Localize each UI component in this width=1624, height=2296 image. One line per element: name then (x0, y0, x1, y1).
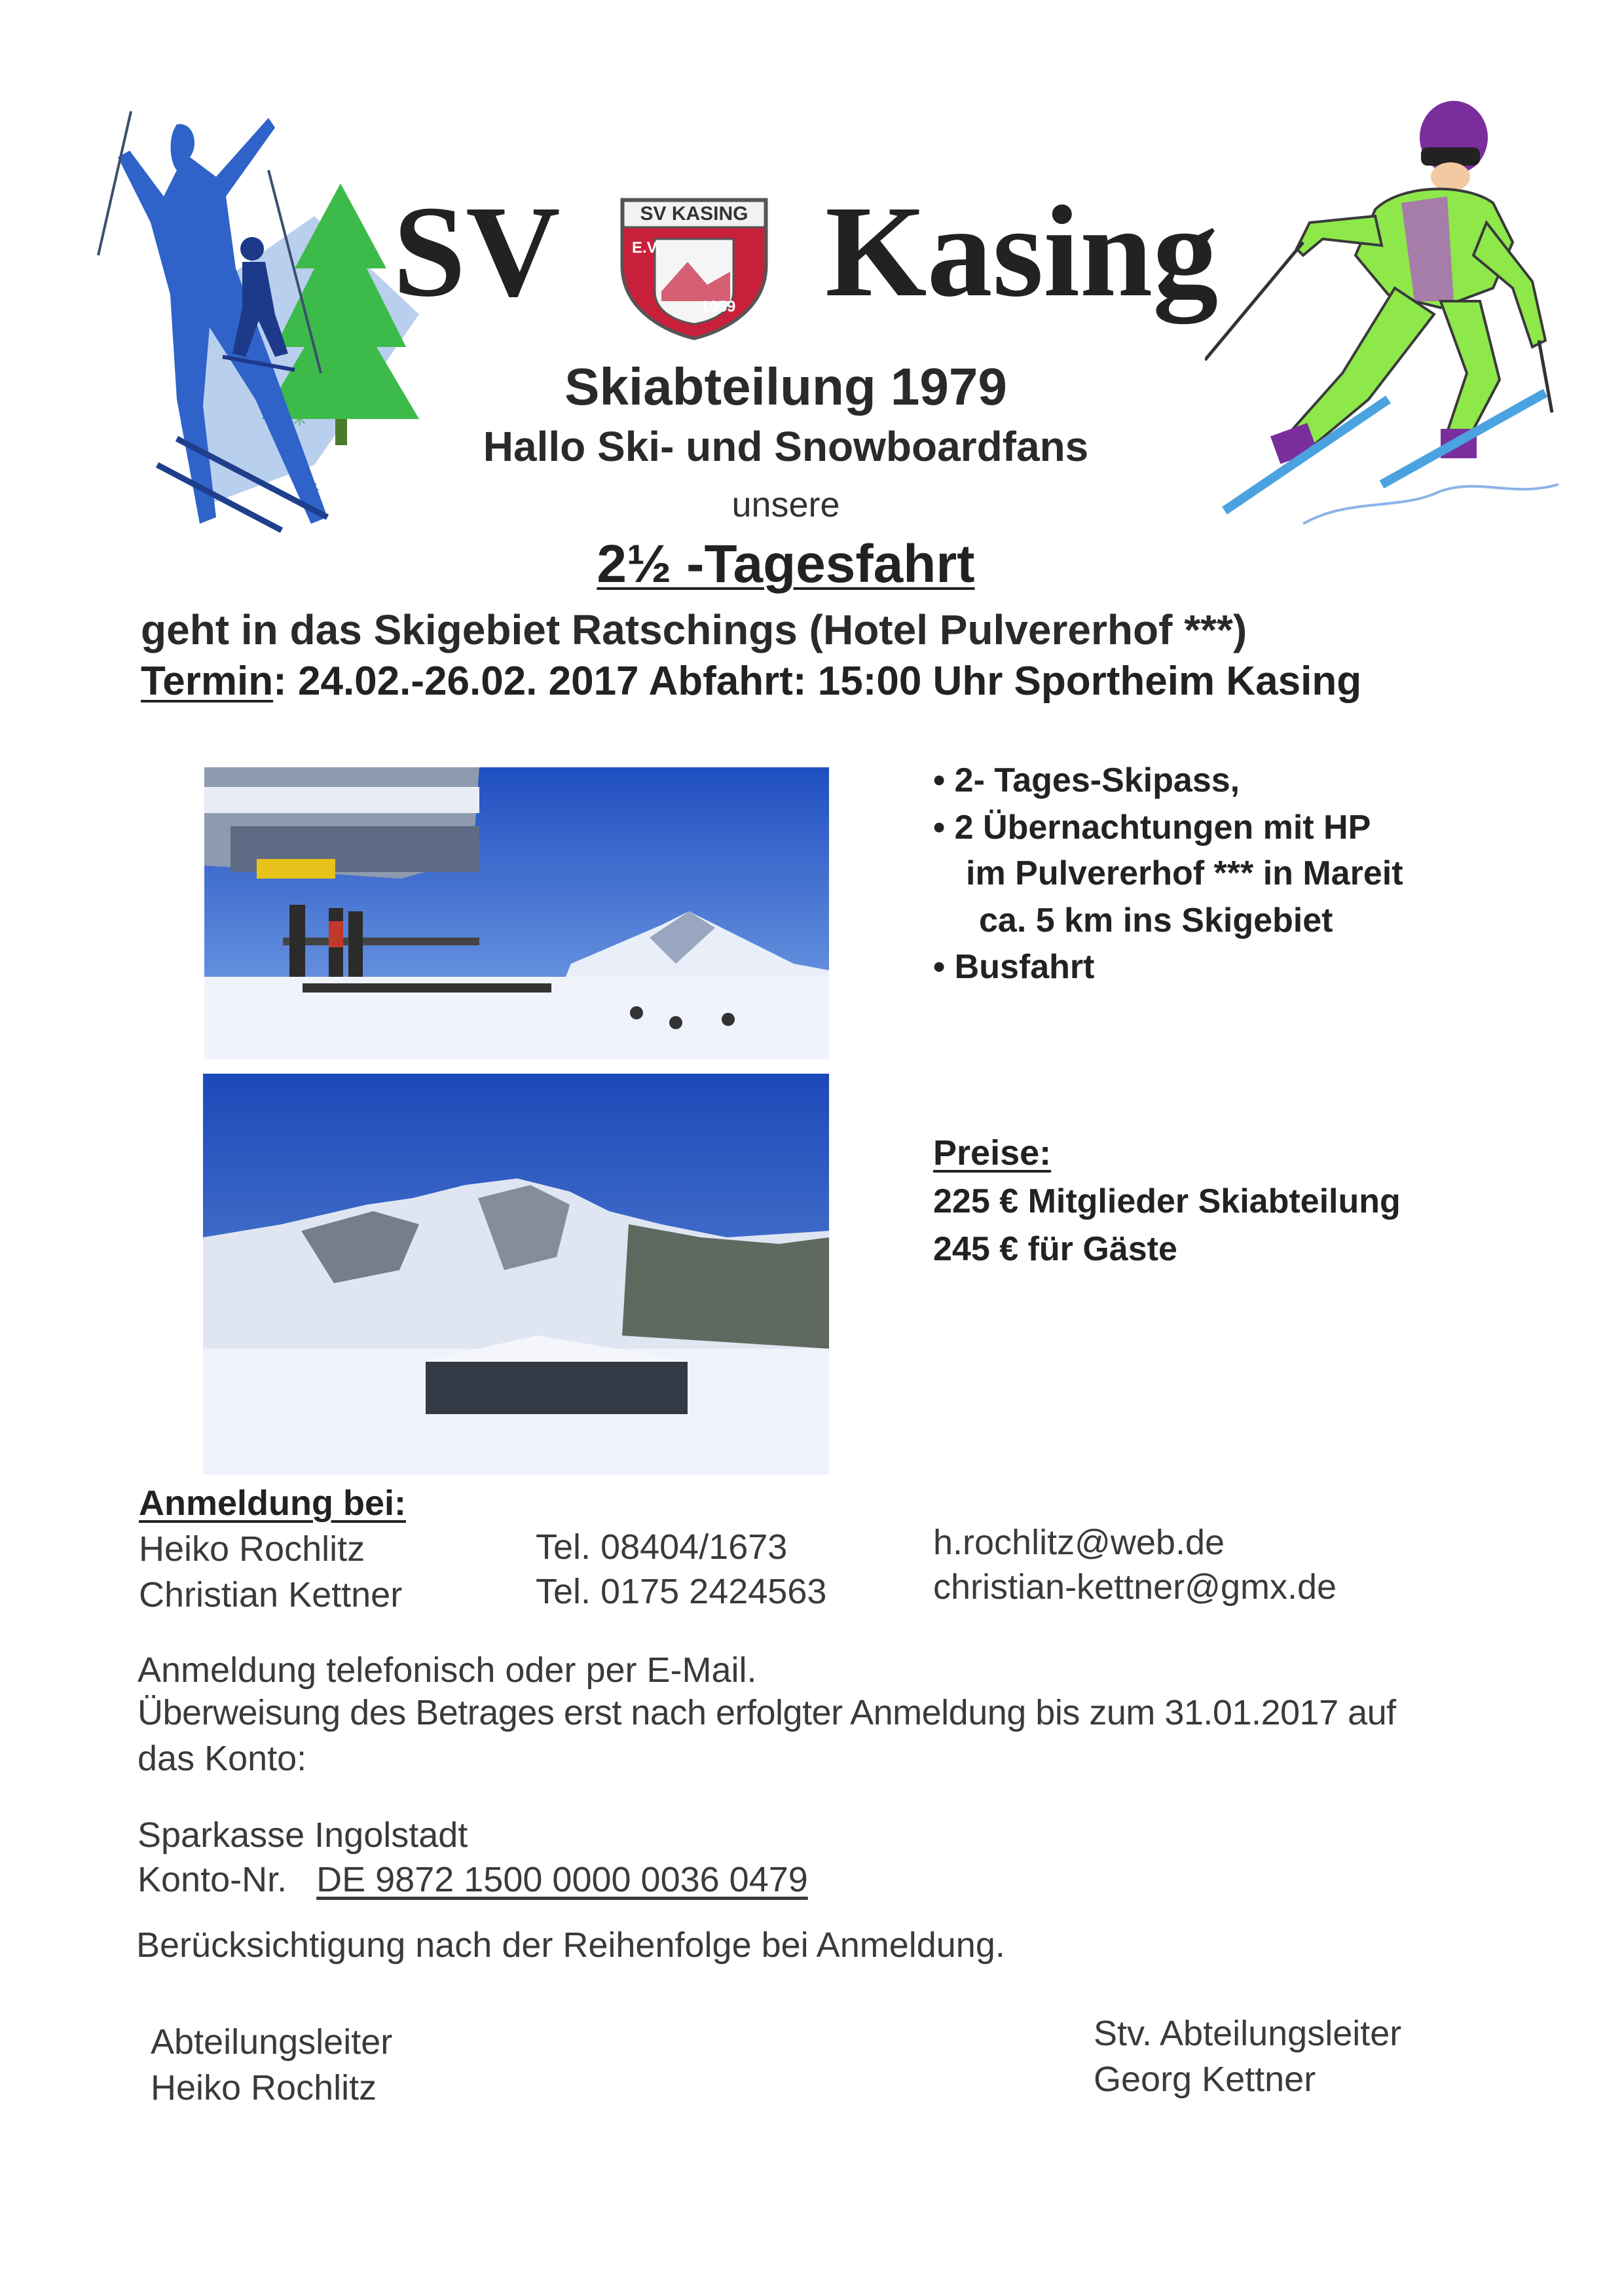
skier-silhouette-illustration (79, 98, 419, 543)
registration-method: Anmeldung telefonisch oder per E-Mail. (138, 1650, 757, 1690)
subtitle: Skiabteilung 1979 (564, 357, 1007, 416)
transfer-line-1: Überweisung des Betrages erst nach erfolgter Anmeldung bis zum 31.01.2017 auf (138, 1693, 1396, 1732)
price-guests: 245 € für Gäste (933, 1230, 1177, 1268)
prices-heading: Preise: (933, 1133, 1052, 1173)
registration-heading: Anmeldung bei: (139, 1484, 406, 1523)
contact-name: Heiko Rochlitz (139, 1529, 365, 1569)
title-left: SV (393, 179, 561, 324)
svg-text:✳: ✳ (334, 255, 353, 280)
price-members: 225 € Mitglieder Skiabteilung (933, 1182, 1401, 1220)
trip-title: 2½ -Tagesfahrt (597, 534, 975, 594)
ski-lift-photo (204, 767, 829, 1059)
included-item: • 2 Übernachtungen mit HP (933, 809, 1371, 847)
iban: DE 9872 1500 0000 0036 0479 (316, 1860, 808, 1899)
transfer-line-2: das Konto: (138, 1739, 307, 1778)
signature-right-name: Georg Kettner (1094, 2060, 1316, 2099)
signature-left-role: Abteilungsleiter (151, 2022, 393, 2062)
mountain-panorama-photo (203, 1074, 829, 1474)
account-label: Konto-Nr. (138, 1860, 287, 1899)
included-item: • 2- Tages-Skipass, (933, 761, 1240, 799)
crest-ev-text: E.V. (632, 239, 661, 257)
contact-email[interactable]: h.rochlitz@web.de (933, 1523, 1225, 1562)
included-item: • Busfahrt (933, 948, 1095, 986)
contact-name: Christian Kettner (139, 1575, 403, 1614)
signature-right-role: Stv. Abteilungsleiter (1094, 2014, 1402, 2053)
greeting: Hallo Ski- und Snowboardfans (483, 423, 1089, 470)
svg-text:✳: ✳ (301, 478, 320, 503)
contact-email[interactable]: christian-kettner@gmx.de (933, 1567, 1337, 1607)
bank-account-line (138, 1859, 808, 1900)
contact-phone: Tel. 0175 2424563 (536, 1572, 827, 1611)
schedule-line (141, 658, 1361, 704)
title-right: Kasing (825, 179, 1219, 324)
crest-year-text: 1959 (701, 298, 736, 316)
contact-phone: Tel. 08404/1673 (536, 1527, 788, 1567)
note: Berücksichtigung nach der Reihenfolge bei Anmeldung. (136, 1925, 1005, 1965)
bank-name: Sparkasse Ingolstadt (138, 1815, 468, 1855)
included-item: ca. 5 km ins Skigebiet (979, 902, 1333, 939)
schedule-text: : 24.02.-26.02. 2017 Abfahrt: 15:00 Uhr Sportheim Kasing (273, 659, 1362, 704)
club-crest (609, 193, 779, 340)
included-item: im Pulvererhof *** in Mareit (966, 854, 1403, 892)
destination-line: geht in das Skigebiet Ratschings (Hotel Pulvererhof ***) (141, 606, 1247, 653)
svg-text:✳: ✳ (291, 409, 308, 430)
crest-top-text: SV KASING (640, 203, 748, 225)
schedule-label: Termin (141, 659, 274, 704)
signature-left-name: Heiko Rochlitz (151, 2068, 377, 2107)
intro-text: unsere (731, 485, 840, 524)
